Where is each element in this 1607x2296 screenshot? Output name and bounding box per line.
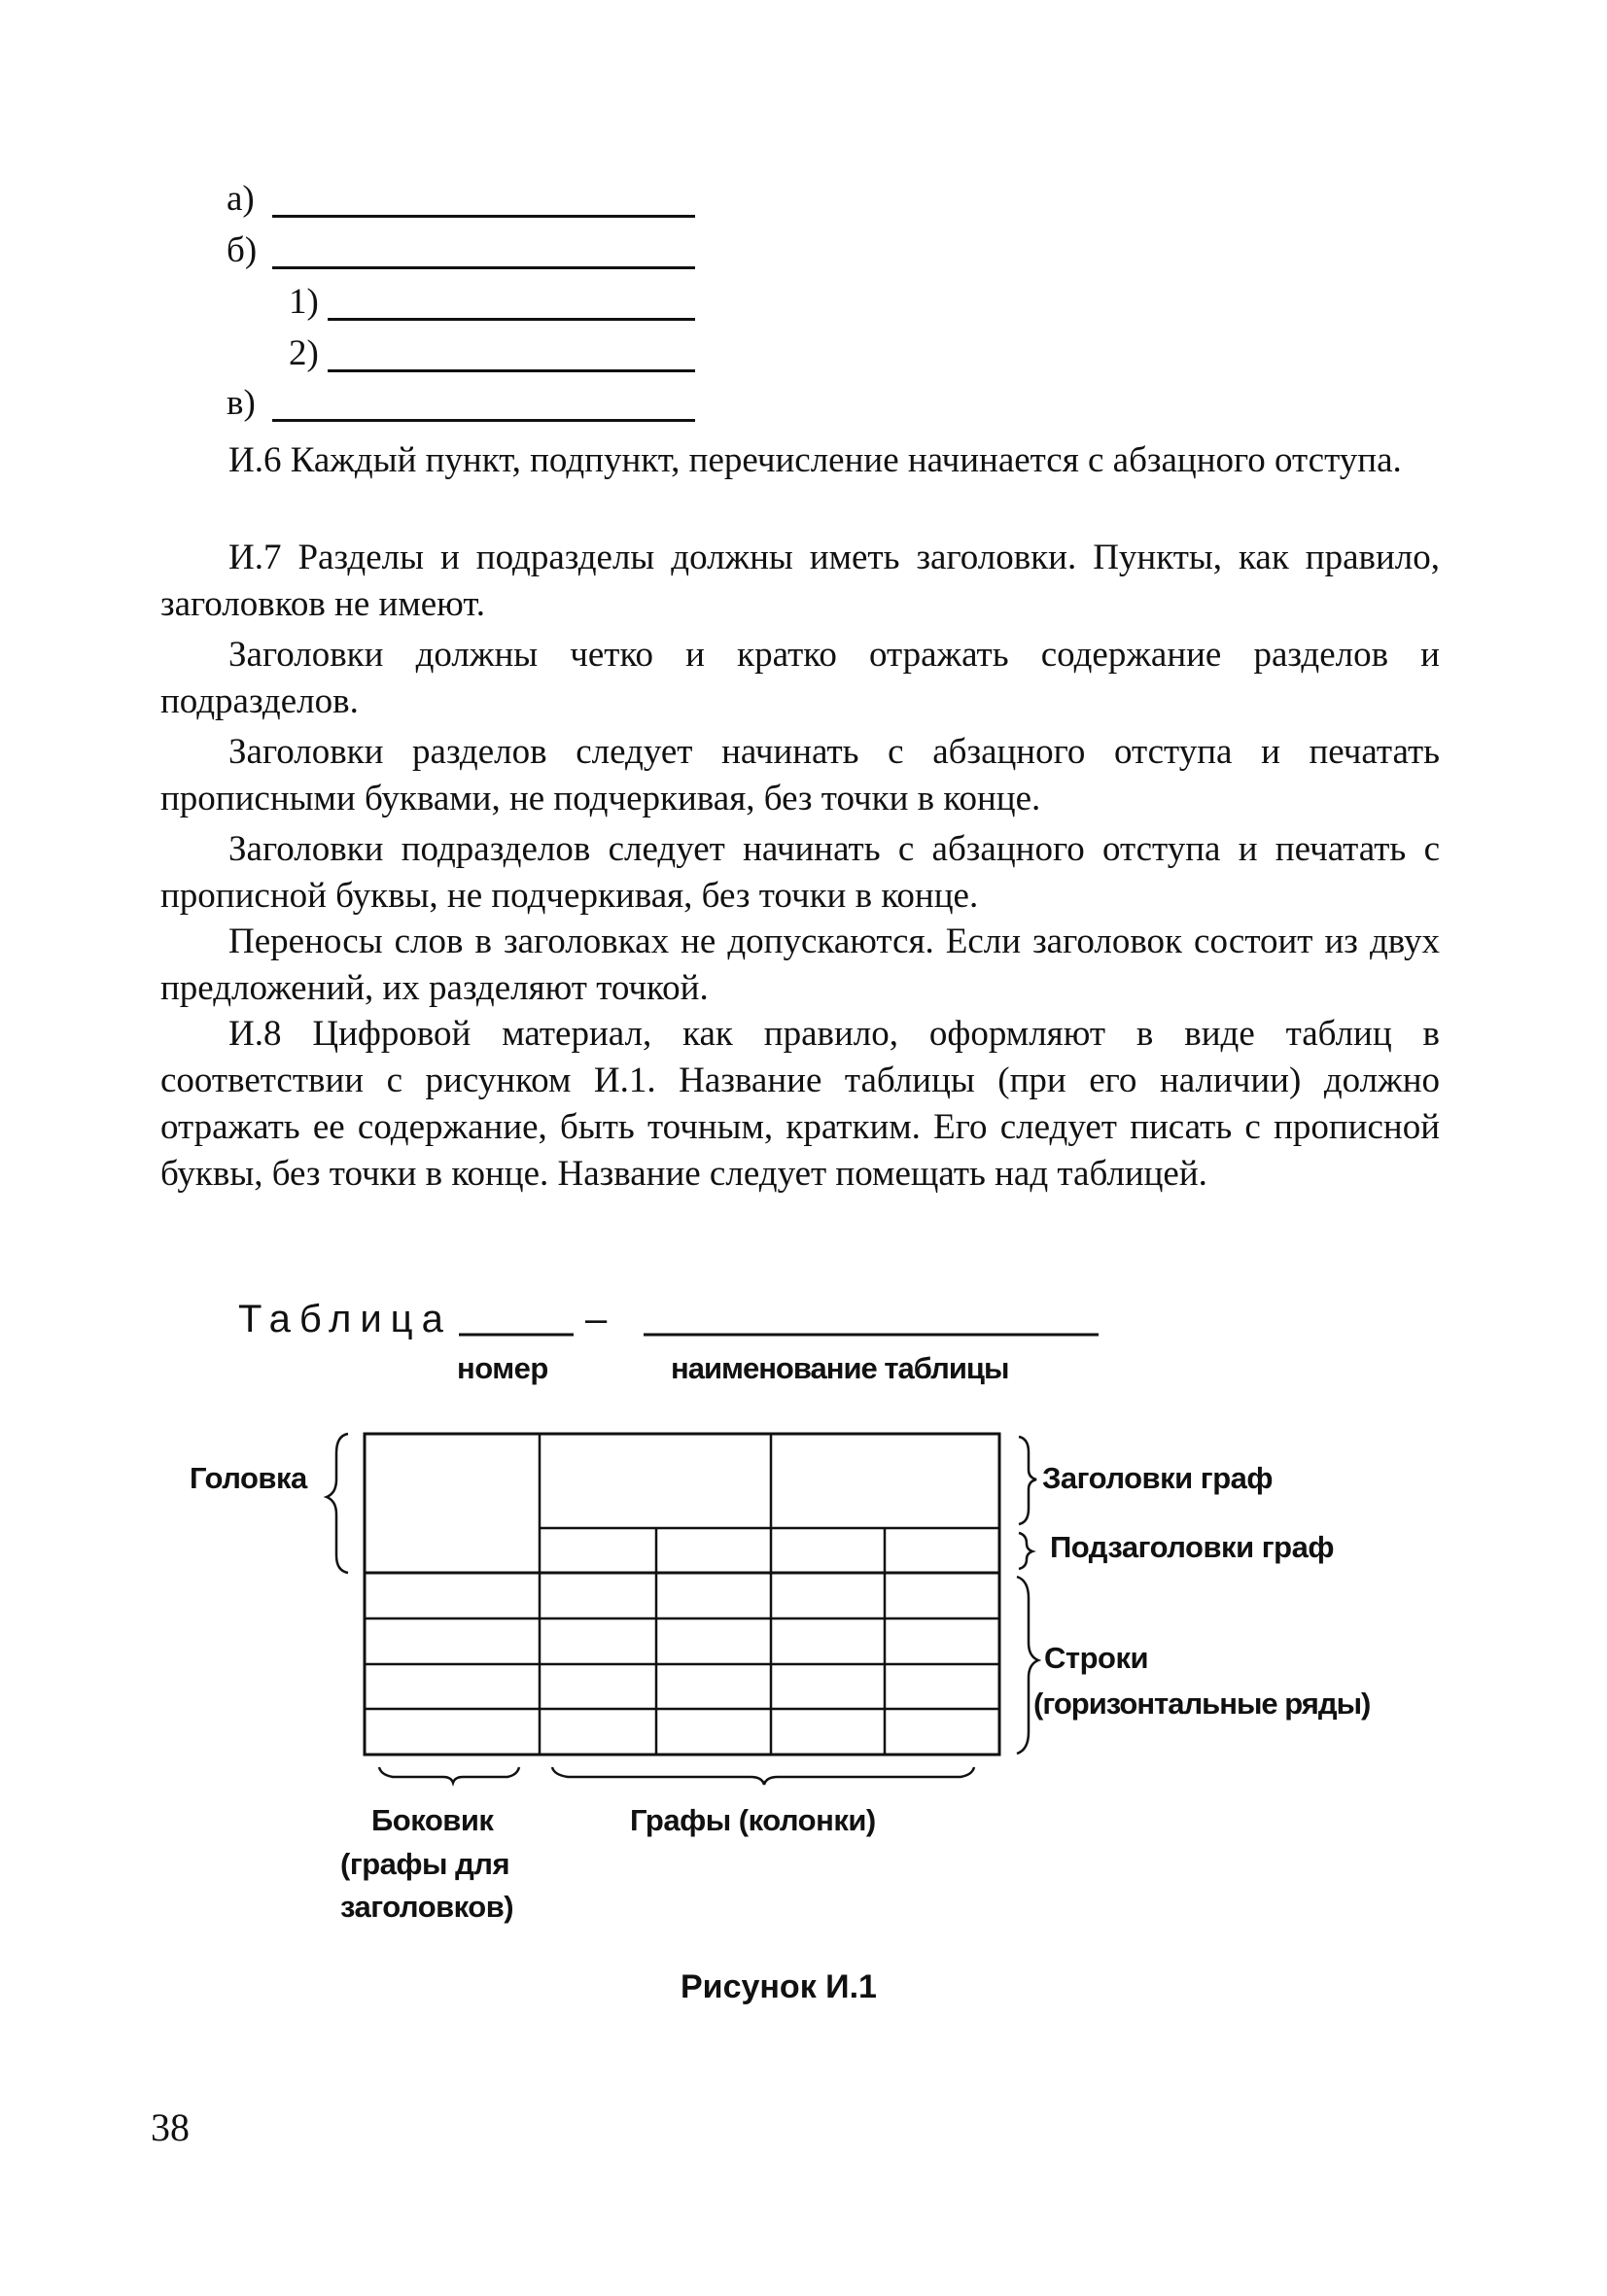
table-word: Таблица (238, 1298, 452, 1340)
enum-label: в) (227, 383, 256, 423)
stub-sublabel-2: заголовков) (340, 1890, 514, 1924)
rows-brace (1017, 1577, 1038, 1754)
head-brace (327, 1434, 348, 1573)
paragraph-i8: И.8 Цифровой материал, как правило, оформляют в виде таблиц в соответствии с рисунком И.1. Название таблицы (при его наличии) должно отражать ее содержание, быть точным, кратким. Его следует писать с прописной буквы, без точки в конце. Название следует помещать над таблицей. (160, 1014, 1440, 1194)
paragraph-headings-content: Заголовки должны четко и кратко отражать содержание разделов и подразделов. (160, 635, 1440, 721)
paragraph-i6: И.6 Каждый пункт, подпункт, перечисление начинается с абзацного отступа. (228, 440, 1402, 480)
rows-sublabel: (горизонтальные ряды) (1033, 1687, 1371, 1721)
title-dash: – (585, 1298, 608, 1340)
paragraph-subsection-headings: Заголовки подразделов следует начинать с абзацного отступа и печатать с прописной буквы, не подчеркивая, без точки в конце. (160, 829, 1440, 916)
stub-brace (379, 1767, 519, 1783)
stub-sublabel-1: (графы для (340, 1847, 510, 1881)
column-subheaders-brace (1019, 1533, 1032, 1569)
paragraph-hyphenation: Переносы слов в заголовках не допускаются. Если заголовок состоит из двух предложений, их разделяют точкой. (160, 922, 1440, 1008)
rows-label: Строки (1044, 1641, 1149, 1675)
figure-caption: Рисунок И.1 (681, 1968, 877, 2005)
enum-label: 2) (289, 333, 319, 373)
columns-brace (552, 1767, 974, 1785)
paragraph-i7: И.7 Разделы и подразделы должны иметь заголовки. Пункты, как правило, заголовков не имеют. (160, 538, 1440, 624)
column-subheaders-label: Подзаголовки граф (1050, 1530, 1334, 1564)
stub-label: Боковик (371, 1803, 494, 1837)
enum-label: б) (227, 230, 258, 270)
columns-label: Графы (колонки) (630, 1803, 876, 1837)
table-frame (365, 1434, 999, 1755)
enum-label: а) (227, 179, 255, 219)
column-headers-brace (1019, 1437, 1036, 1524)
number-caption: номер (457, 1351, 548, 1385)
enum-label: 1) (289, 282, 319, 322)
name-caption: наименование таблицы (671, 1351, 1009, 1385)
paragraph-section-headings: Заголовки разделов следует начинать с абзацного отступа и печатать прописными буквами, не подчеркивая, без точки в конце. (160, 732, 1440, 818)
head-label: Головка (190, 1461, 307, 1495)
column-headers-label: Заголовки граф (1042, 1461, 1274, 1495)
table-grid (365, 1434, 999, 1755)
page-number: 38 (151, 2105, 190, 2149)
